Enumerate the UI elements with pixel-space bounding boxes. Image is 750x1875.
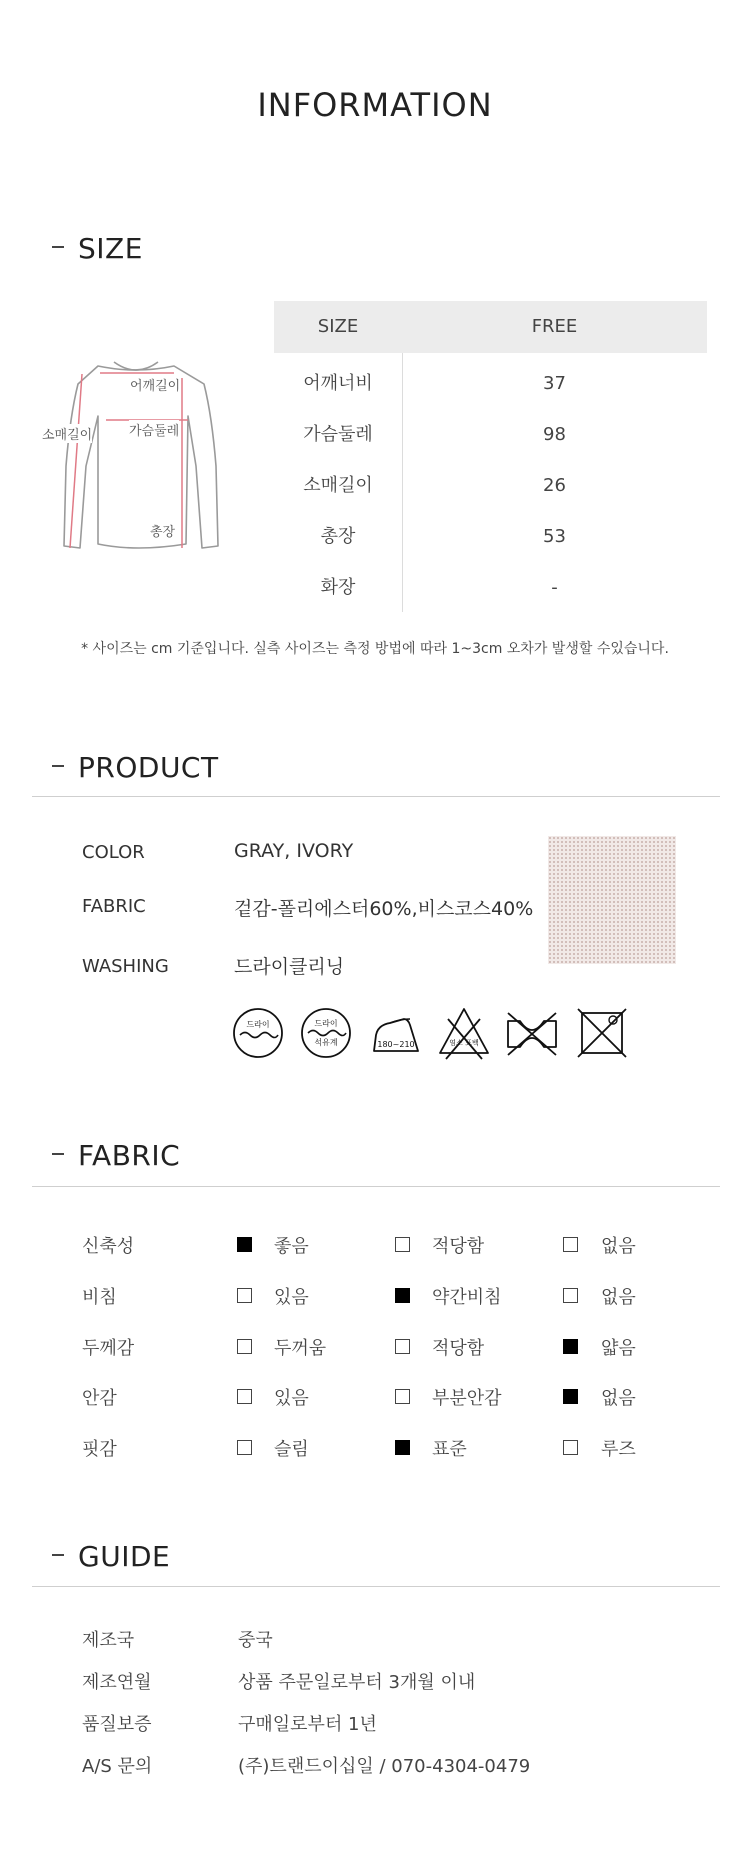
fabric-option-checkbox (395, 1288, 410, 1303)
fabric-option-checkbox (563, 1440, 578, 1455)
size-row-value: - (551, 577, 558, 598)
fabric-option-label: 있음 (274, 1388, 309, 1409)
fabric-option-label: 약간비침 (432, 1287, 502, 1308)
size-row-value: 26 (543, 475, 566, 496)
fabric-swatch (548, 836, 676, 964)
bleach-icon-right-text: 표백 (465, 1039, 479, 1047)
washing-value: 드라이클리닝 (234, 956, 345, 978)
chest-label: 가슴둘레 (129, 420, 179, 439)
fabric-attribute-label: 신축성 (82, 1236, 135, 1257)
dry-clean-icon-text: 드라이 (246, 1020, 270, 1029)
fabric-option-checkbox (237, 1339, 252, 1354)
guide-label-as: A/S 문의 (82, 1756, 153, 1777)
fabric-option-label: 좋음 (274, 1236, 309, 1257)
fabric-option-label: 없음 (601, 1388, 636, 1409)
fabric-option-checkbox (395, 1440, 410, 1455)
shoulder-label: 어깨길이 (130, 375, 180, 394)
fabric-option-checkbox (395, 1339, 410, 1354)
size-row-label: 화장 (320, 577, 356, 598)
size-row-label: 가슴둘레 (303, 424, 373, 445)
size-row-label: 소매길이 (303, 475, 373, 496)
fabric-attribute-label: 안감 (82, 1388, 117, 1409)
fabric-divider (32, 1186, 720, 1187)
fabric-option-checkbox (563, 1389, 578, 1404)
fabric-option-checkbox (237, 1389, 252, 1404)
fabric-option-checkbox (237, 1288, 252, 1303)
guide-value-as: (주)트랜드이십일 / 070-4304-0479 (238, 1756, 531, 1777)
guide-value-warranty: 구매일로부터 1년 (238, 1714, 377, 1735)
guide-section-heading (52, 1540, 170, 1573)
free-col-header: FREE (531, 316, 578, 337)
product-divider (32, 796, 720, 797)
size-row-label: 어깨너비 (303, 373, 373, 394)
no-wash-icon (504, 1005, 560, 1061)
sleeve-label: 소매길이 (42, 424, 92, 443)
fabric-option-label: 없음 (601, 1236, 636, 1257)
fabric-option-checkbox (563, 1288, 578, 1303)
fabric-option-checkbox (395, 1237, 410, 1252)
sleeve-measure-line (70, 374, 82, 548)
product-section-heading (52, 751, 219, 784)
size-row-value: 37 (543, 373, 566, 394)
fabric-option-label: 얇음 (601, 1338, 636, 1359)
guide-divider (32, 1586, 720, 1587)
color-label: COLOR (82, 842, 145, 863)
washing-label: WASHING (82, 956, 169, 977)
iron-temp-text: 180~210 (377, 1040, 415, 1049)
fabric-attribute-label: 두께감 (82, 1338, 135, 1359)
fabric-option-label: 있음 (274, 1287, 309, 1308)
fabric-attribute-label: 비침 (82, 1287, 117, 1308)
petroleum-dry-clean-icon (298, 1005, 354, 1061)
fabric-option-checkbox (395, 1389, 410, 1404)
size-col-header: SIZE (317, 316, 359, 337)
color-value: GRAY, IVORY (234, 840, 354, 862)
fabric-option-label: 표준 (432, 1439, 467, 1460)
guide-label-origin: 제조국 (82, 1630, 135, 1651)
fabric-option-label: 두꺼움 (274, 1338, 327, 1359)
fabric-option-label: 슬림 (274, 1439, 309, 1460)
fabric-attribute-label: 핏감 (82, 1439, 117, 1460)
guide-value-origin: 중국 (238, 1630, 273, 1651)
page-title: INFORMATION (257, 86, 493, 124)
fabric-option-label: 없음 (601, 1287, 636, 1308)
bleach-icon-left-text: 염소 (449, 1039, 463, 1047)
fabric-option-checkbox (563, 1339, 578, 1354)
length-label: 총장 (150, 521, 175, 540)
iron-icon (368, 1005, 424, 1061)
dry-clean-icon (230, 1005, 286, 1061)
size-section-heading (52, 232, 143, 265)
no-tumble-dry-icon (574, 1005, 630, 1061)
fabric-value: 겉감-폴리에스터60%,비스코스40% (234, 898, 534, 920)
guide-heading-text: GUIDE (78, 1540, 171, 1573)
fabric-option-checkbox (237, 1440, 252, 1455)
size-note: * 사이즈는 cm 기준입니다. 실측 사이즈는 측정 방법에 따라 1~3cm 오차가 발생할 수있습니다. (81, 641, 669, 657)
product-heading-text: PRODUCT (78, 751, 219, 784)
no-chlorine-bleach-icon (436, 1005, 492, 1061)
guide-label-manufacture-date: 제조연월 (82, 1672, 152, 1693)
fabric-option-label: 적당함 (432, 1236, 485, 1257)
fabric-option-label: 적당함 (432, 1338, 485, 1359)
guide-value-manufacture-date: 상품 주문일로부터 3개월 이내 (238, 1672, 476, 1693)
fabric-label: FABRIC (82, 896, 146, 917)
fabric-option-label: 부분안감 (432, 1388, 502, 1409)
fabric-heading-text: FABRIC (78, 1139, 181, 1172)
size-row-value: 53 (543, 526, 566, 547)
petroleum-icon-top-text: 드라이 (314, 1019, 338, 1028)
fabric-option-checkbox (237, 1237, 252, 1252)
fabric-option-checkbox (563, 1237, 578, 1252)
size-row-label: 총장 (320, 526, 356, 547)
guide-label-warranty: 품질보증 (82, 1714, 152, 1735)
petroleum-icon-bottom-text: 석유계 (314, 1038, 338, 1047)
fabric-option-label: 루즈 (601, 1439, 636, 1460)
size-heading-text: SIZE (78, 232, 143, 265)
fabric-section-heading (52, 1139, 180, 1172)
size-row-value: 98 (543, 424, 566, 445)
